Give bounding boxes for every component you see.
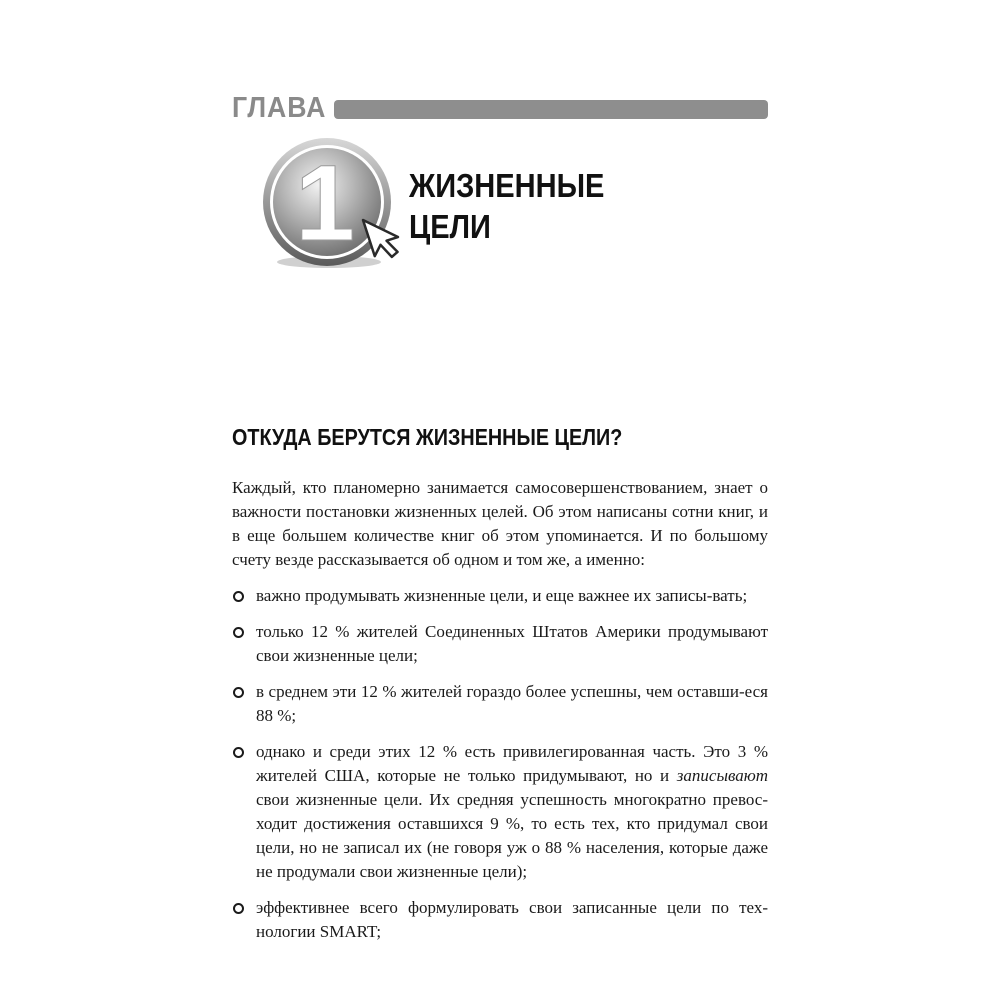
list-item-text: только 12 % жителей Соединенных Штатов Америки продумывают свои жизненные цели; [256,622,768,665]
bullet-circle-icon [233,687,244,698]
bullet-list [232,584,768,944]
chapter-title [409,165,604,247]
list-item-emphasis: записывают [676,766,768,785]
list-item-text-after: свои жизненные цели. Их средняя успешность многократно превос-ходит достижения оставшихся 9 %, то есть тех, кто придумал свои цели, но не записал их (не говоря уж о 88 % населения, которые даже не продумали свои жизненные цели); [256,790,768,881]
section-body [232,476,768,956]
bullet-circle-icon [233,747,244,758]
list-item [232,740,768,884]
bullet-circle-icon [233,903,244,914]
list-item-text-before: однако и среди этих 12 % есть привилегированная часть. Это 3 % жителей США, которые не только придумывают, но и [256,742,768,785]
list-item-text: важно продумывать жизненные цели, и еще важнее их записы-вать; [256,586,748,605]
chapter-header-bar [334,100,768,119]
bullet-circle-icon [233,591,244,602]
chapter-number-badge [259,136,409,272]
bullet-circle-icon [233,627,244,638]
list-item-text: эффективнее всего формулировать свои записанные цели по тех-нологии SMART; [256,898,768,941]
section-heading: ОТКУДА БЕРУТСЯ ЖИЗНЕННЫЕ ЦЕЛИ? [232,424,623,450]
chapter-title-line-2: ЦЕЛИ [409,208,491,245]
list-item [232,584,768,608]
chapter-number: 1 [294,142,356,263]
chapter-title-line-1: ЖИЗНЕННЫЕ [409,167,605,204]
list-item [232,896,768,944]
intro-paragraph: Каждый, кто планомерно занимается самосовершенствованием, знает о важности постановки жизненных целей. Об этом написаны сотни книг, и в еще большем количестве книг об этом упоминается. И по большому счету везде рассказывается об одном и том же, а именно: [232,478,768,569]
list-item [232,620,768,668]
list-item [232,680,768,728]
chapter-label: ГЛАВА [232,92,327,124]
list-item-text: в среднем эти 12 % жителей гораздо более успешны, чем оставши-еся 88 %; [256,682,768,725]
